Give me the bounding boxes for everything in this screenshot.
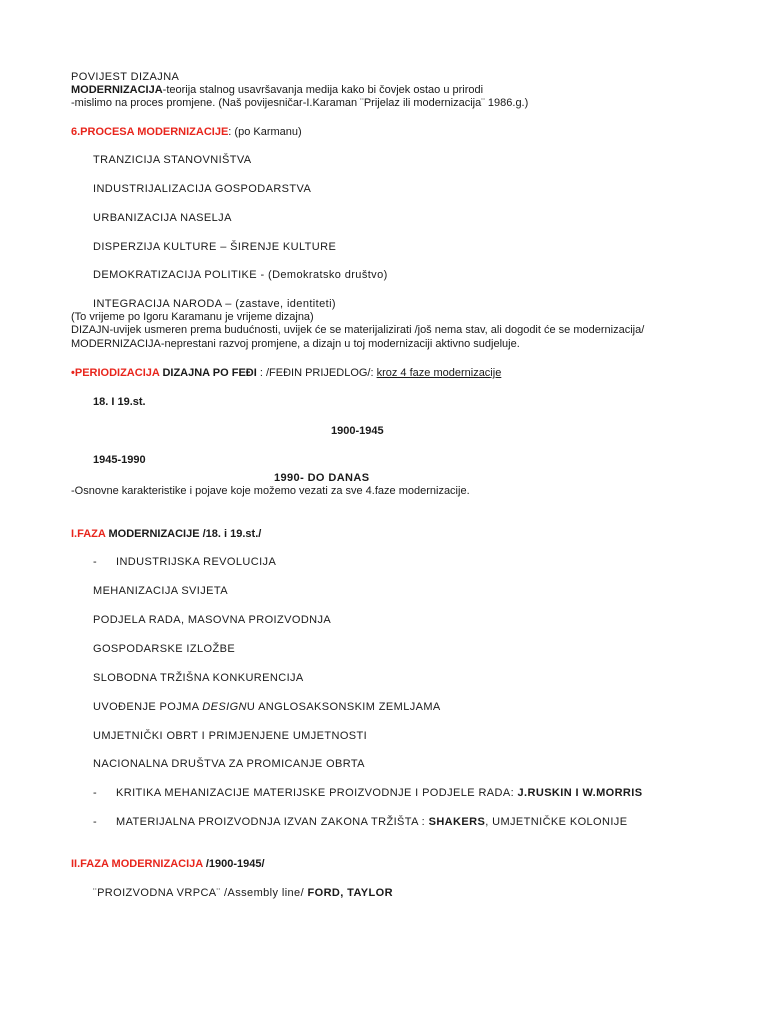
phase2-item [93, 887, 393, 900]
periodization-summary: -Osnovne karakteristike i pojave koje možemo vezati za sve 4.faze modernizacije. [71, 485, 470, 497]
phase1-label: I.FAZA [71, 528, 106, 540]
phase2-label: II.FAZA MODERNIZACIJA [71, 858, 203, 870]
production-post: , UMJETNIČKE KOLONIJE [485, 816, 628, 828]
phase2-title: /1900-1945/ [202, 858, 265, 870]
design-pre: UVOĐENJE POJMA [93, 701, 203, 713]
assembly-line-names: FORD, TAYLOR [307, 887, 393, 899]
definition-text: -teorija stalnog usavršavanja medija kako bi čovjek ostao u prirodi [162, 84, 484, 96]
periodization-middle: : /FEĐIN PRIJEDLOG/: [256, 367, 377, 379]
document-title: POVIJEST DIZAJNA [71, 71, 180, 83]
processes-heading [71, 126, 302, 139]
production-item [116, 816, 627, 829]
definition-line [71, 84, 483, 97]
periodization-term: PERIODIZACIJA [74, 367, 160, 379]
phase1-item: SLOBODNA TRŽIŠNA KONKURENCIJA [93, 672, 304, 684]
assembly-line-text: ¨PROIZVODNA VRPCA¨ /Assembly line/ [93, 887, 308, 899]
process-item: DEMOKRATIZACIJA POLITIKE - (Demokratsko društvo) [93, 269, 388, 281]
phase1-item: PODJELA RADA, MASOVNA PROIZVODNJA [93, 614, 332, 626]
process-item: INDUSTRIJALIZACIJA GOSPODARSTVA [93, 183, 312, 195]
definition-term: MODERNIZACIJA [71, 84, 163, 96]
processes-heading-suffix: : (po Karmanu) [228, 126, 302, 138]
process-item: TRANZICIJA STANOVNIŠTVA [93, 154, 252, 166]
phase1-item: UMJETNIČKI OBRT I PRIMJENJENE UMJETNOSTI [93, 730, 368, 742]
critique-item [116, 787, 642, 800]
periodization-term-rest: DIZAJNA PO FEĐI [159, 367, 257, 379]
periodization-bullet: • [71, 367, 75, 379]
critique-dash: - [93, 787, 97, 799]
periodization-link: kroz 4 faze modernizacije [376, 367, 502, 379]
process-note-3: MODERNIZACIJA-neprestani razvoj promjene, a dizajn u toj modernizaciji aktivno sudjeluje. [71, 338, 520, 350]
period-3: 1945-1990 [93, 454, 146, 466]
period-2: 1900-1945 [331, 425, 384, 437]
period-1: 18. I 19.st. [93, 396, 146, 408]
phase1-title: MODERNIZACIJE /18. i 19.st./ [105, 528, 262, 540]
process-note-1: (To vrijeme po Igoru Karamanu je vrijeme dizajna) [71, 311, 314, 323]
process-note-2: DIZAJN-uvijek usmeren prema budućnosti, uvijek će se materijalizirati /još nema stav, ali dogodit će se modernizacija/ [71, 324, 645, 336]
processes-heading-term: 6.PROCESA MODERNIZACIJE [71, 126, 229, 138]
production-dash: - [93, 816, 97, 828]
phase1-design-item [93, 701, 441, 714]
phase1-heading [71, 528, 261, 541]
critique-names: J.RUSKIN I W.MORRIS [517, 787, 643, 799]
phase1-item: GOSPODARSKE IZLOŽBE [93, 643, 236, 655]
periodization-heading [71, 367, 501, 380]
phase1-item: MEHANIZACIJA SVIJETA [93, 585, 228, 597]
phase2-heading [71, 858, 265, 871]
definition-line-2: -mislimo na proces promjene. (Naš povijesničar-I.Karaman ¨Prijelaz ili modernizacija¨ 1986.g.) [71, 97, 529, 109]
production-text: MATERIJALNA PROIZVODNJA IZVAN ZAKONA TRŽIŠTA : [116, 816, 429, 828]
phase1-first-item: INDUSTRIJSKA REVOLUCIJA [116, 556, 277, 568]
critique-text: KRITIKA MEHANIZACIJE MATERIJSKE PROIZVODNJE I PODJELE RADA: [116, 787, 518, 799]
process-item: URBANIZACIJA NASELJA [93, 212, 232, 224]
period-4: 1990- DO DANAS [274, 472, 370, 484]
process-item: DISPERZIJA KULTURE – ŠIRENJE KULTURE [93, 241, 337, 253]
design-post: U ANGLOSAKSONSKIM ZEMLJAMA [246, 701, 441, 713]
design-word: DESIGN [202, 701, 247, 713]
production-shakers: SHAKERS [428, 816, 486, 828]
phase1-item: NACIONALNA DRUŠTVA ZA PROMICANJE OBRTA [93, 758, 365, 770]
process-item: INTEGRACIJA NARODA – (zastave, identiteti) [93, 298, 336, 310]
phase1-dash: - [93, 556, 97, 568]
